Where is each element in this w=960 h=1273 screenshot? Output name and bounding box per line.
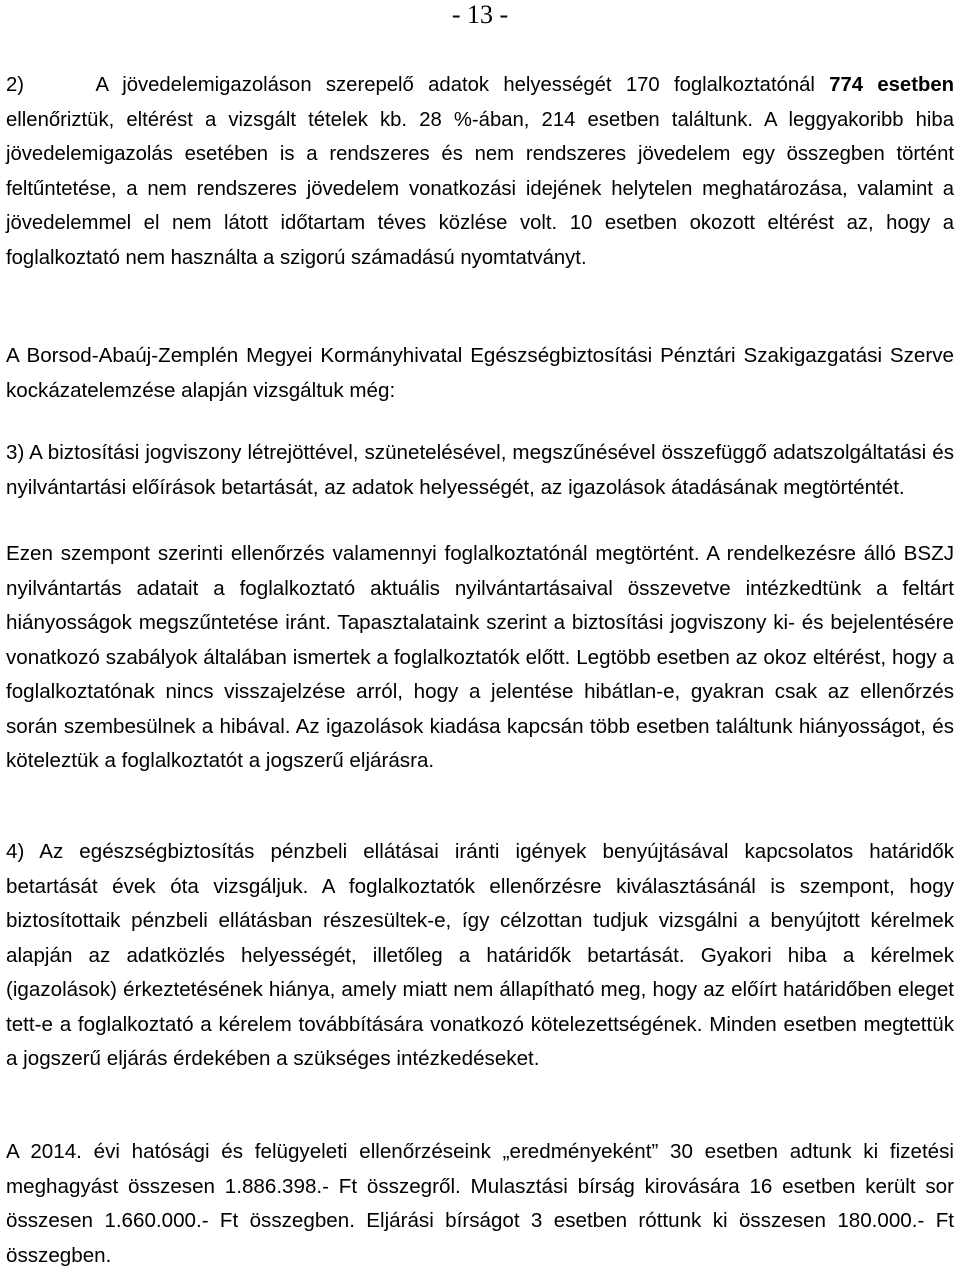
paragraph-inspection-results: Ezen szempont szerinti ellenőrzés valamennyi foglalkoztatónál megtörtént. A rendelkezésre álló BSZJ nyilvántartás adatait a foglalkoztató aktuális nyilvántartásaival összevetve intézkedtünk a feltárt hiányosságok megszűntetése iránt. Tapasztalataink szerint a biztosítási jogviszony ki- és bejelentésére vonatkozó szabályok általában ismertek a foglalkoztatók előtt. Legtöbb esetben az okoz eltérést, hogy a foglalkoztatónak nincs visszajelzése arról, hogy a jelentése hibátlan-e, gyakran csak az ellenőrzés során szembesülnek a hibával. Az igazolások kiadása kapcsán több esetben találtunk hiányosságot, és köteleztük a foglalkoztatót a jogszerű eljárásra.: [6, 542, 954, 772]
paragraph-income-certificate-text-2: ellenőriztük, eltérést a vizsgált tételek kb. 28 %-ában, 214 esetben találtunk. A leggyakoribb hiba jövedelemigazolás esetében is a rendszeres és nem rendszeres jövedelem egy összegben történt feltűntetése, a nem rendszeres jövedelem vonatkozási idejének helytelen meghatározása, valamint a jövedelemmel el nem látott időtartam téves közlése volt. 10 esetben okozott eltérést az, hogy a foglalkoztató nem használta a szigorú számadású nyomtatványt.: [6, 108, 954, 269]
paragraph-risk-analysis: A Borsod-Abaúj-Zemplén Megyei Kormányhivatal Egészségbiztosítási Pénztári Szakigazgatási Szerve kockázatelemzése alapján vizsgáltuk még:: [6, 344, 954, 402]
paragraph-insurance-relationship: 3) A biztosítási jogviszony létrejöttével, szünetelésével, megszűnésével összefüggő adatszolgáltatási és nyilvántartási előírások betartását, az adatok helyességét, az igazolások átadásának megtörténtét.: [6, 441, 954, 499]
paragraph-income-certificate-bold: 774 esetben: [829, 74, 954, 96]
paragraph-health-insurance-claims: 4) Az egészségbiztosítás pénzbeli ellátásai iránti igények benyújtásával kapcsolatos határidők betartását évek óta vizsgáljuk. A foglalkoztatók ellenőrzésre kiválasztásánál is szempont, hogy biztosítottaik pénzbeli ellátásban részesültek-e, így célzottan tudjuk vizsgálni a benyújtott kérelmek alapján az adatközlés helyességét, illetőleg a határidők betartását. Gyakori hiba a kérelmek (igazolások) érkeztetésének hiánya, amely miatt nem állapítható meg, hogy az előírt határidőben eleget tett-e a foglalkoztató a kérelem továbbítására vonatkozó kötelezettségének. Minden esetben megtettük a jogszerű eljárás érdekében a szükséges intézkedéseket.: [6, 840, 954, 1070]
paragraph-income-certificate: [6, 68, 954, 275]
page-number: - 13 -: [451, 0, 509, 29]
paragraph-income-certificate-text-1: 2) A jövedelemigazoláson szerepelő adatok helyességét 170 foglalkoztatónál: [6, 74, 830, 96]
paragraph-2014-summary: A 2014. évi hatósági és felügyeleti ellenőrzéseink „eredményeként” 30 esetben adtunk ki fizetési meghagyást összesen 1.886.398.- Ft összegről. Mulasztási bírság kirovására 16 esetben került sor összesen 1.660.000.- Ft összegben. Eljárási bírságot 3 esetben róttunk ki összesen 180.000.- Ft összegben.: [6, 1140, 954, 1267]
